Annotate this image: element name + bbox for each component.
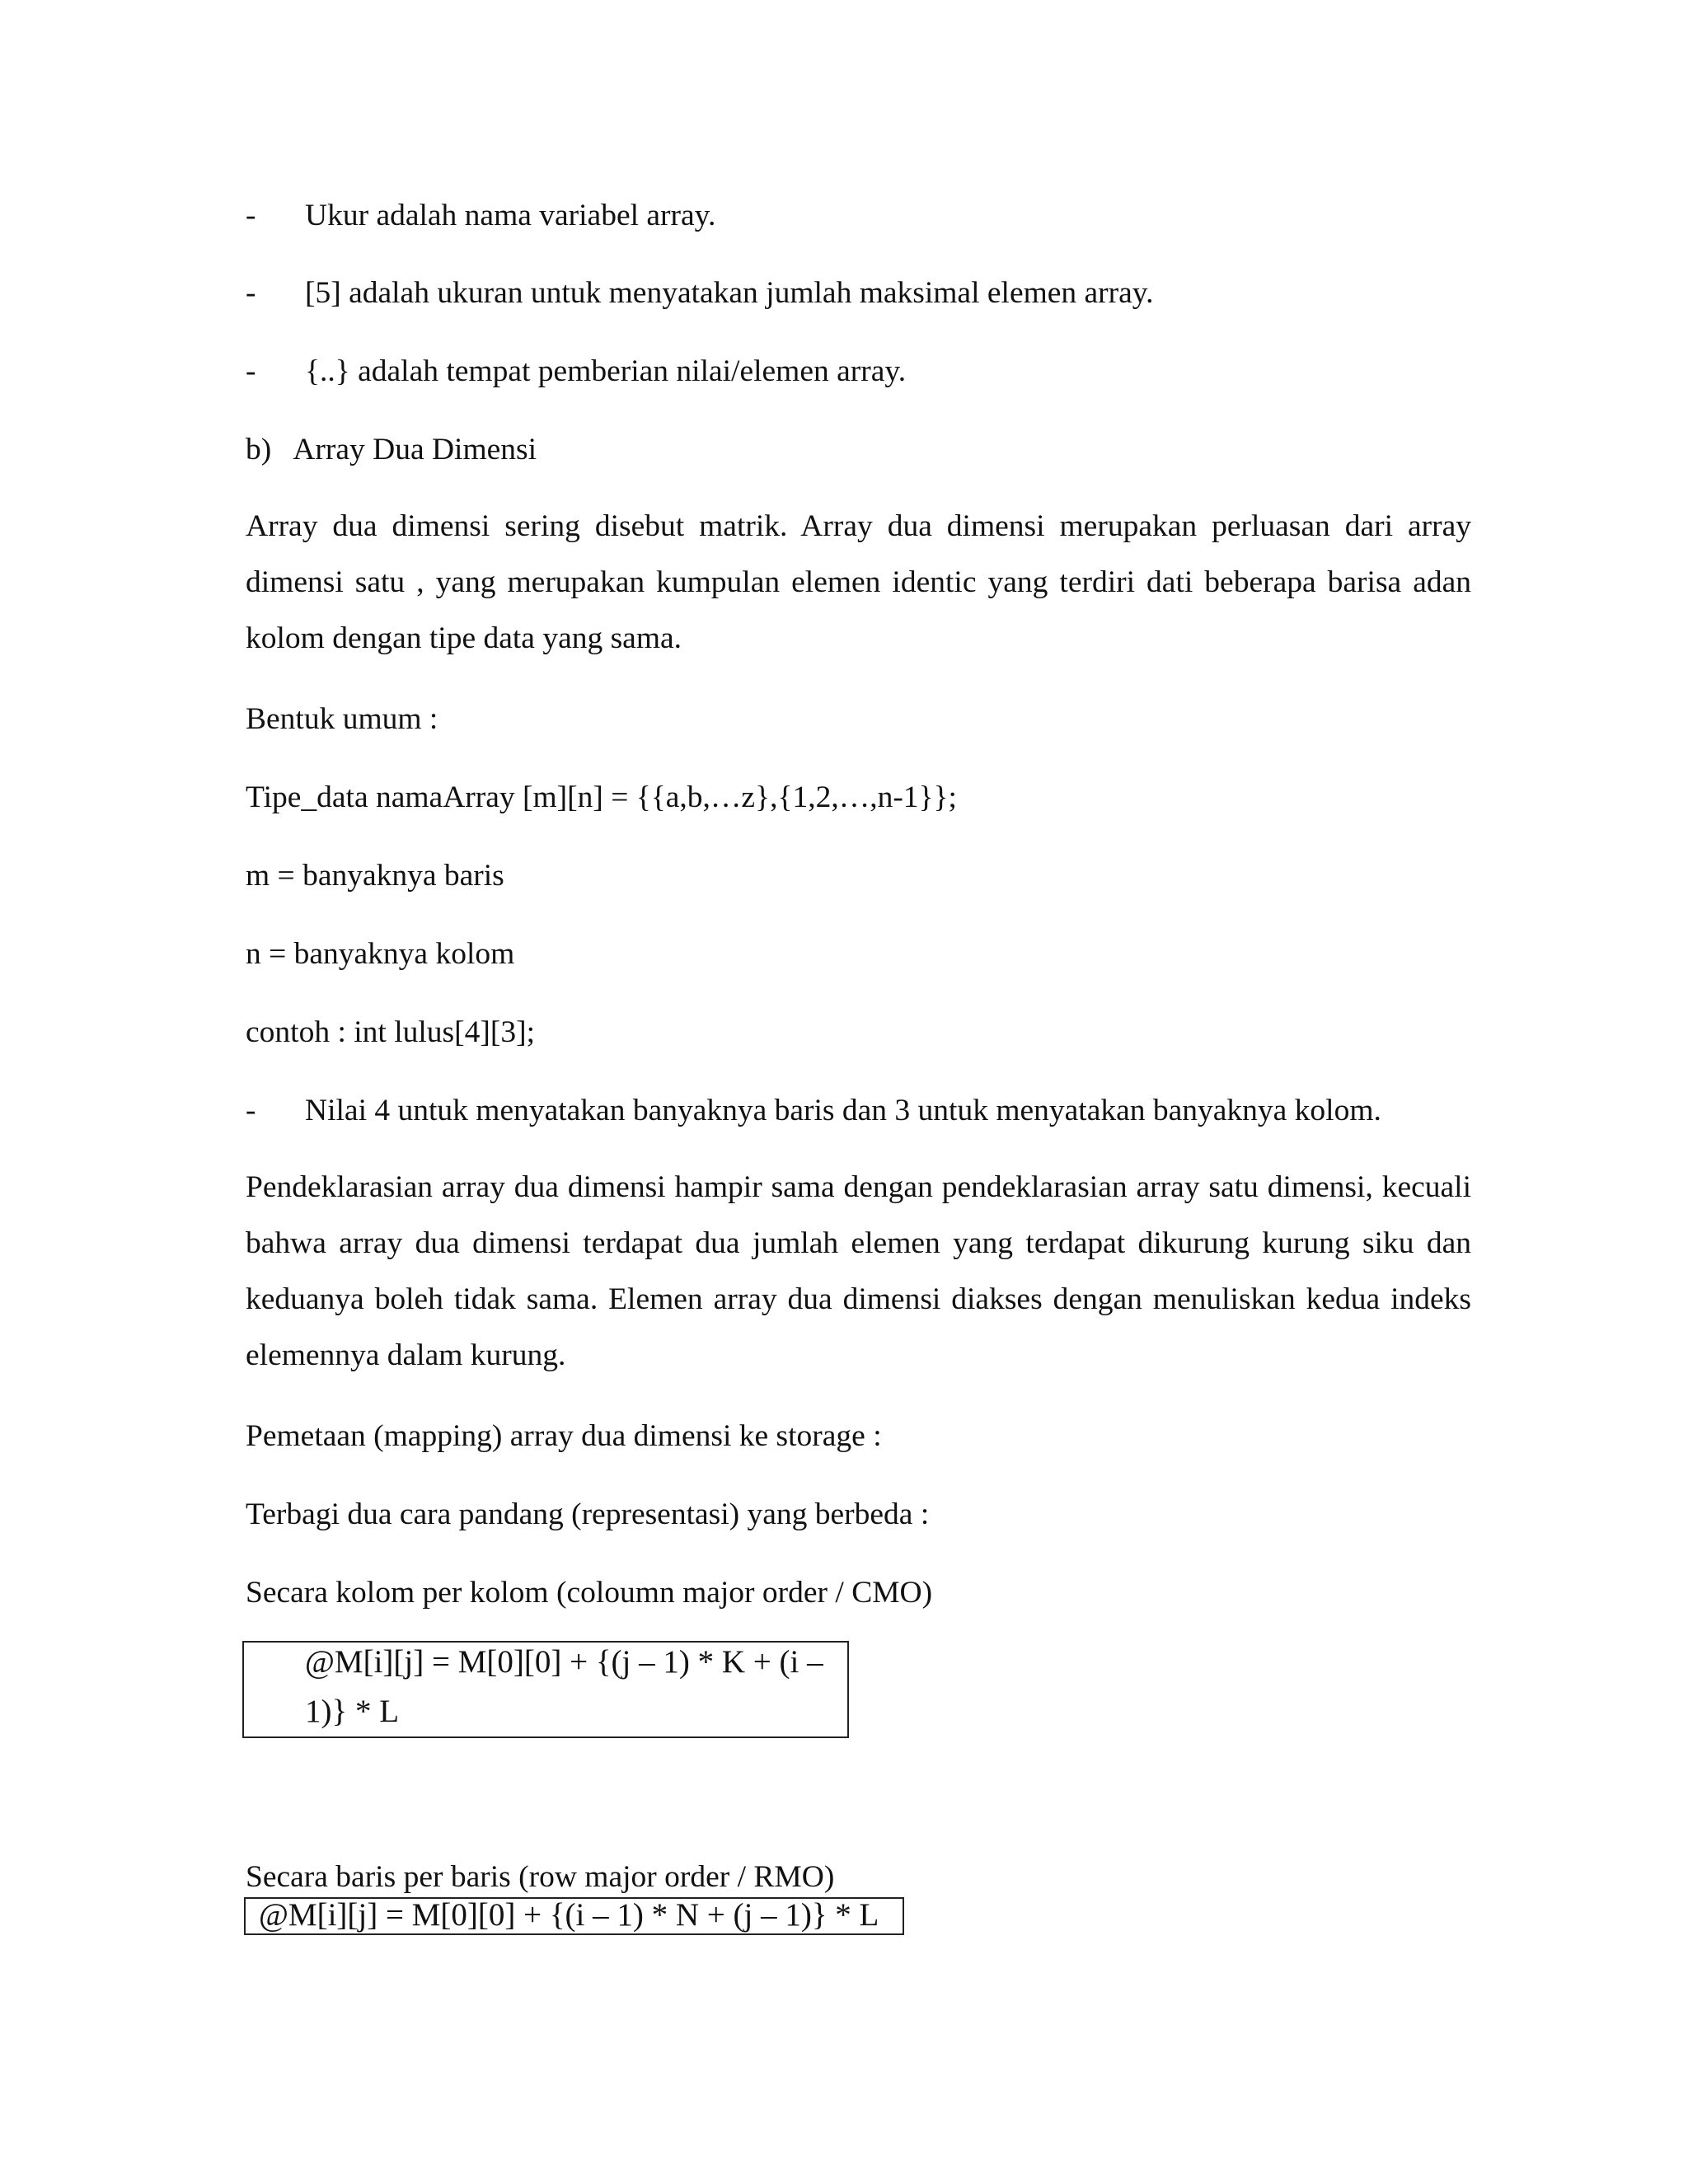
syntax-line: Tipe_data namaArray [m][n] = {{a,b,…z},{1,2,…,n-1}}; bbox=[246, 780, 957, 814]
rmo-formula-box bbox=[244, 1897, 904, 1935]
representation-intro: Terbagi dua cara pandang (representasi) yang berbeda : bbox=[246, 1497, 930, 1531]
paragraph-declaration: Pendeklarasian array dua dimensi hampir sama dengan pendeklarasian array satu dimensi, kecuali bahwa array dua dimensi terdapat dua jumlah elemen yang terdapat dikurung kurung siku dan keduanya boleh tidak sama. Elemen array dua dimensi diakses dengan menuliskan kedua indeks elemennya dalam kurung. bbox=[246, 1170, 1471, 1372]
cmo-label: Secara kolom per kolom (coloumn major order / CMO) bbox=[246, 1576, 933, 1610]
bullet-marker: - bbox=[246, 1094, 256, 1127]
bullet-text: {..} adalah tempat pemberian nilai/elemen array. bbox=[305, 354, 907, 388]
bullet-marker: - bbox=[246, 354, 256, 388]
n-definition: n = banyaknya kolom bbox=[246, 937, 515, 971]
example-line: contoh : int lulus[4][3]; bbox=[246, 1015, 535, 1049]
mapping-heading: Pemetaan (mapping) array dua dimensi ke storage : bbox=[246, 1419, 882, 1453]
bullet-text: [5] adalah ukuran untuk menyatakan jumlah maksimal elemen array. bbox=[305, 276, 1154, 310]
bullet-marker: - bbox=[246, 276, 256, 310]
general-form-label: Bentuk umum : bbox=[246, 702, 438, 736]
m-definition: m = banyaknya baris bbox=[246, 859, 504, 893]
bullet-text: Nilai 4 untuk menyatakan banyaknya baris dan 3 untuk menyatakan banyaknya kolom. bbox=[305, 1094, 1381, 1127]
cmo-formula-line-1: @M[i][j] = M[0][0] + {(j – 1) * K + (i – bbox=[305, 1644, 823, 1680]
section-heading: b) Array Dua Dimensi bbox=[246, 433, 537, 466]
cmo-formula-box bbox=[242, 1641, 849, 1738]
rmo-label: Secara baris per baris (row major order / RMO) bbox=[246, 1860, 835, 1894]
paragraph-two-dim-intro: Array dua dimensi sering disebut matrik. Array dua dimensi merupakan perluasan dari array dimensi satu , yang merupakan kumpulan elemen identic yang terdiri dati beberapa barisa adan kolom dengan tipe data yang sama. bbox=[246, 509, 1471, 655]
bullet-marker: - bbox=[246, 199, 256, 232]
bullet-text: Ukur adalah nama variabel array. bbox=[305, 199, 716, 232]
cmo-formula-line-2: 1)} * L bbox=[305, 1694, 400, 1729]
rmo-formula: @M[i][j] = M[0][0] + {(i – 1) * N + (j – 1)} * L bbox=[259, 1897, 879, 1933]
